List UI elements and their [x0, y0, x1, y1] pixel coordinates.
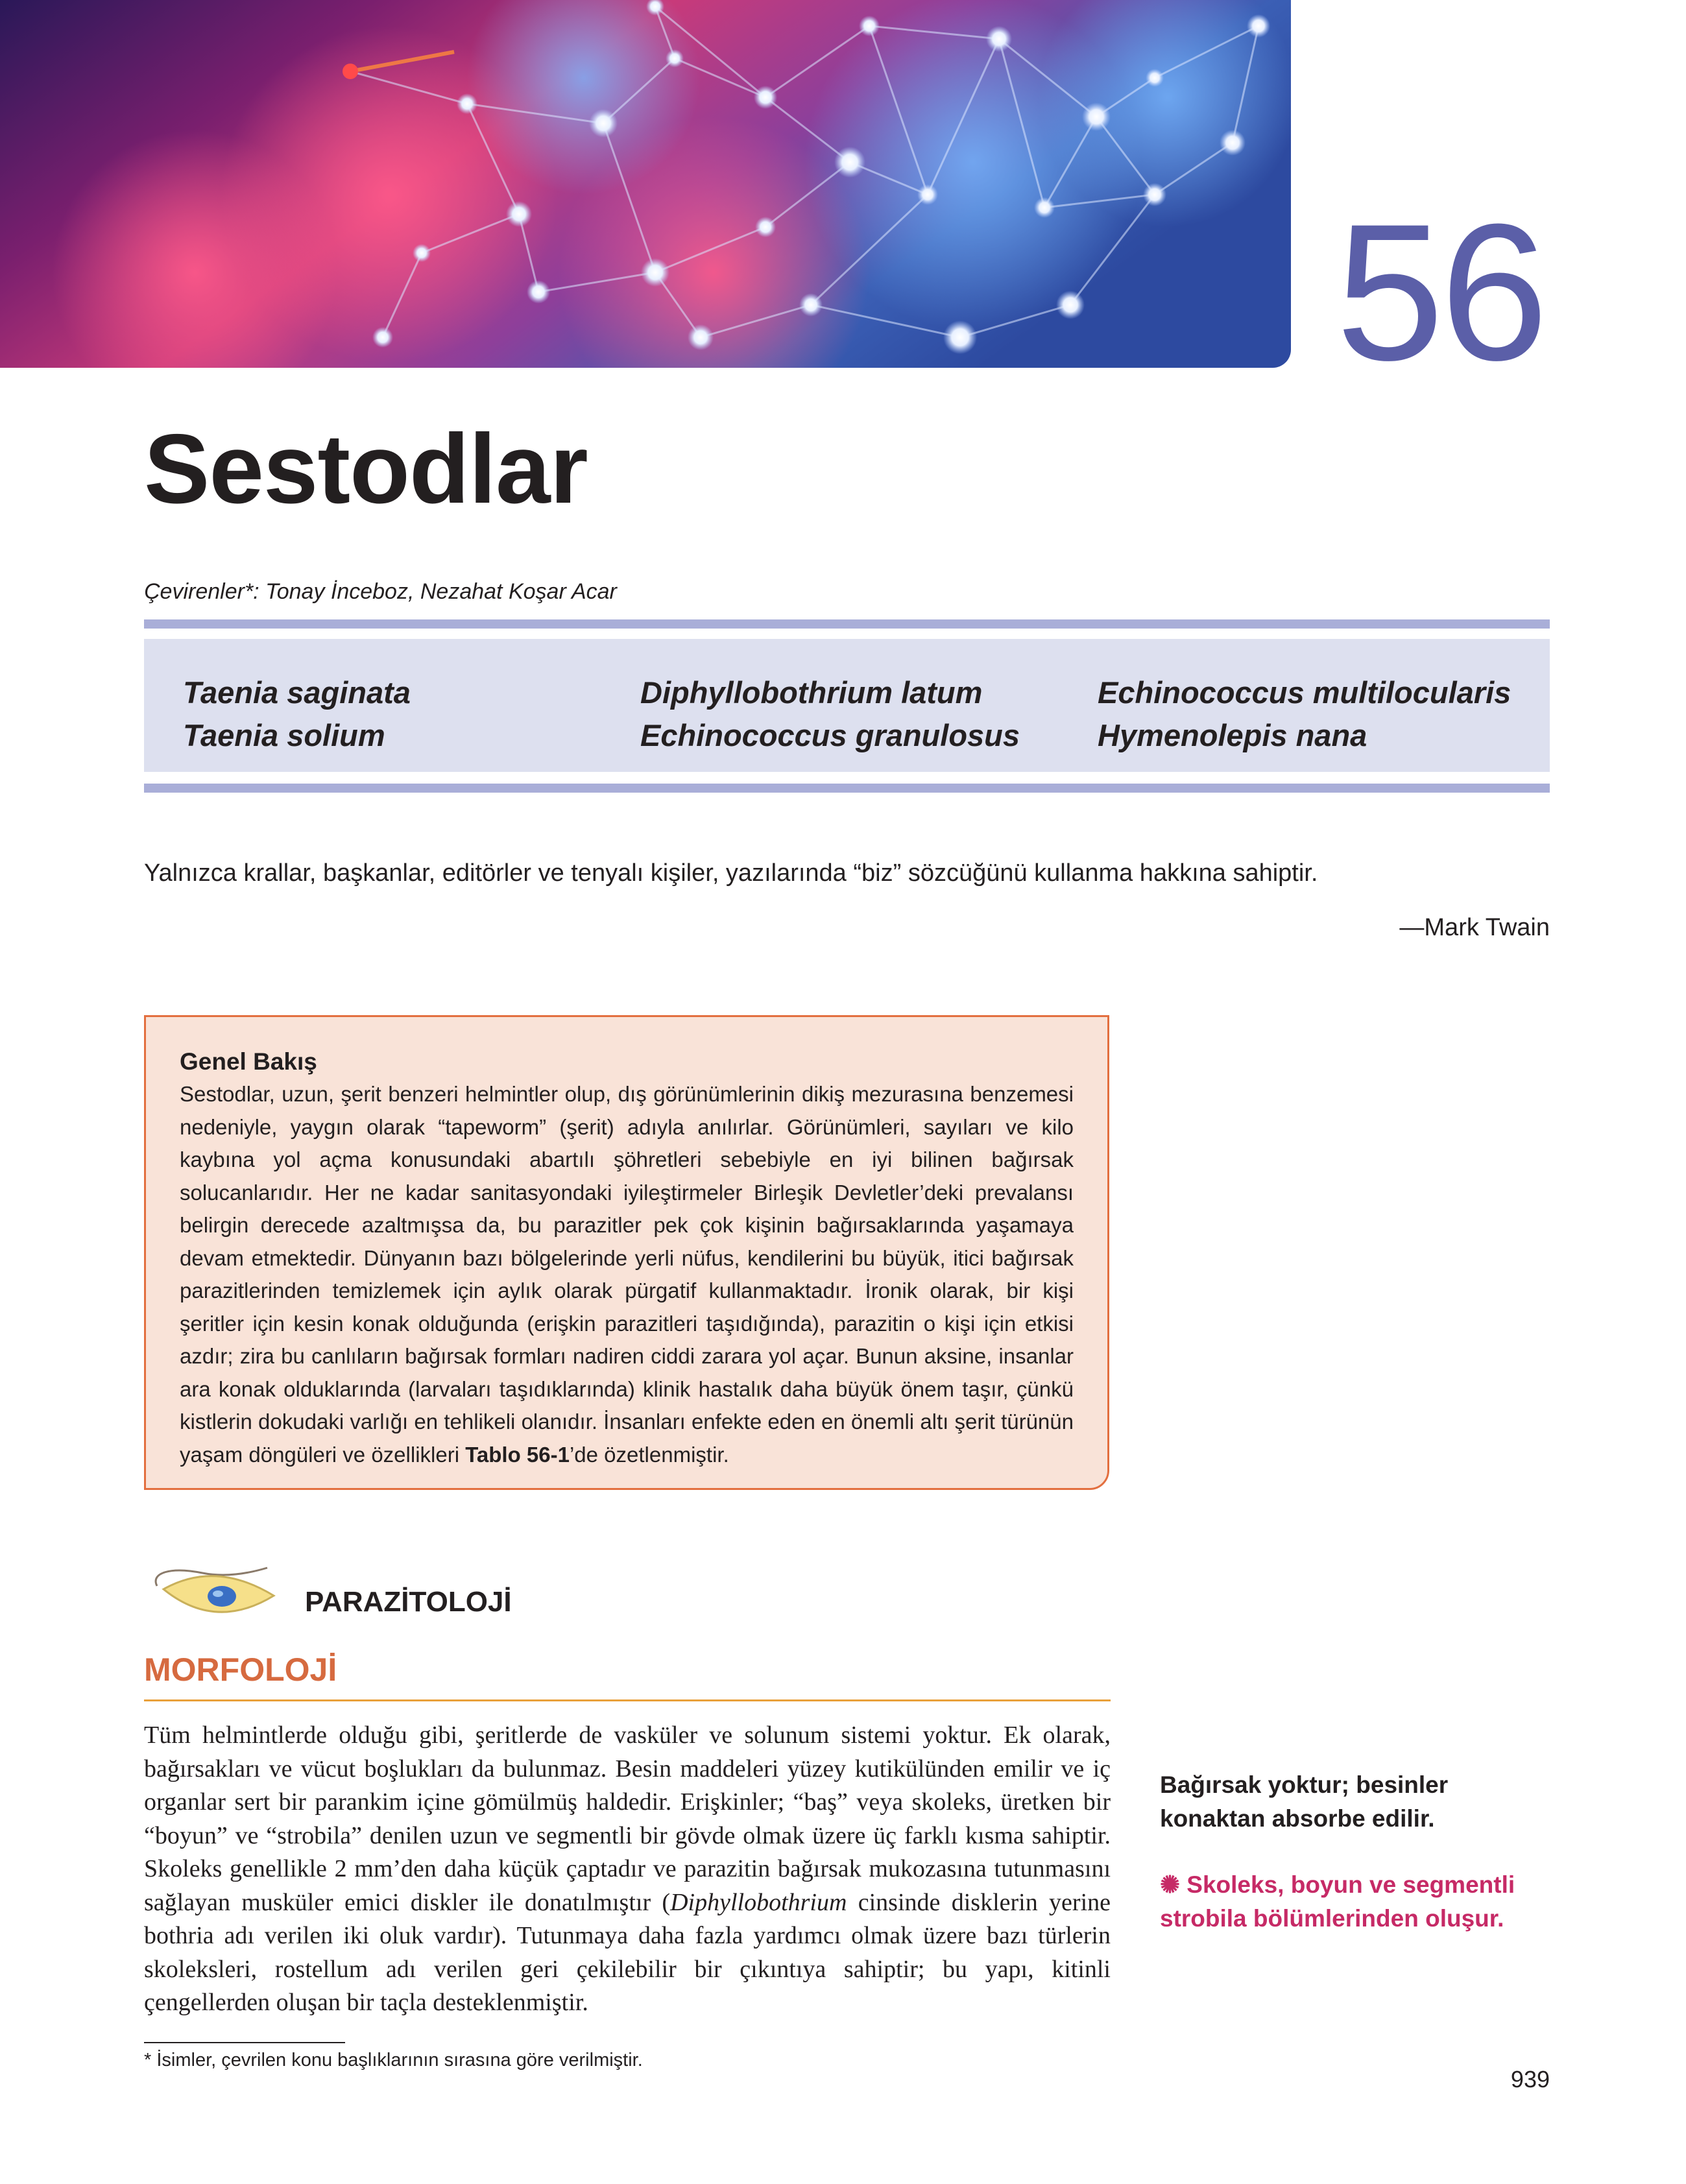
body-paragraph [144, 1719, 1111, 2020]
species-column [183, 671, 411, 757]
species-box-top-rule [144, 619, 1550, 629]
species-name: Hymenolepis nana [1098, 718, 1367, 752]
margin-note: Bağırsak yoktur; besinler konaktan absorbe edilir. [1160, 1771, 1449, 1832]
genus-name: Diphyllobothrium [670, 1888, 847, 1916]
overview-heading: Genel Bakış [180, 1048, 317, 1075]
species-column [1098, 671, 1511, 757]
species-name: Diphyllobothrium latum [640, 675, 983, 710]
page-number: 939 [1510, 2066, 1550, 2093]
parasite-icon [144, 1560, 293, 1635]
chapter-banner-image [0, 0, 1291, 368]
footnote-rule [144, 2042, 345, 2043]
subsection-heading: MORFOLOJİ [144, 1651, 337, 1688]
body-text-part: cinsinde disklerin yerine bothria adı verilen iki oluk vardır). Tutunmaya daha fazla yardımcı olmak üzere bazı türlerin skoleksleri, rostellum adı verilen geri çekilebilir bir çıkıntıya sahiptir; bu yapı, kitinli çengellerden oluşan bir taçla desteklenmiştir. [144, 1888, 1111, 2016]
epigraph-author: —Mark Twain [1399, 914, 1550, 941]
species-name: Echinococcus multilocularis [1098, 675, 1511, 710]
species-column [640, 671, 1020, 757]
sunburst-icon: ✺ [1160, 1871, 1181, 1898]
chapter-number: 56 [1336, 183, 1545, 401]
species-name: Echinococcus granulosus [640, 718, 1020, 752]
epigraph-quote: Yalnızca krallar, başkanlar, editörler ve tenyalı kişiler, yazılarında “biz” sözcüğünü kullanma hakkına sahiptir. [144, 859, 1318, 887]
footnote: * İsimler, çevrilen konu başlıklarının sırasına göre verilmiştir. [144, 2050, 643, 2070]
overview-text [180, 1078, 1074, 1471]
body-text-part: Tüm helmintlerde olduğu gibi, şeritlerde de vasküler ve solunum sistemi yoktur. Ek olarak, bağırsakları ve vücut boşlukları da bulunmaz. Besin maddeleri yüzey kutikülünden emilir ve iç organlar sert bir parankim içine gömülmüş haldedir. Erişkinler; “baş” veya skoleks, üretken bir “boyun” ve “strobila” denilen uzun ve segmentli bir gövde olmak üzere üç farklı kısma sahiptir. Skoleks genellikle 2 mm’den daha küçük çaptadır ve parazitin bağırsak mukozasına tutunmasını sağlayan musküler emici diskler ile donatılmıştır ( [144, 1722, 1111, 1916]
overview-body-end: ’de özetlenmiştir. [569, 1442, 729, 1467]
species-box [144, 639, 1550, 772]
species-name: Taenia solium [183, 718, 385, 752]
margin-note-highlight [1160, 1868, 1523, 1936]
translators-credit: Çevirenler*: Tonay İnceboz, Nezahat Koşar Acar [144, 579, 617, 604]
margin-note-text: Skoleks, boyun ve segmentli strobila bölümlerinden oluşur. [1160, 1871, 1515, 1932]
overview-body: Sestodlar, uzun, şerit benzeri helmintler olup, dış görünümlerinin dikiş mezurasına benzemesi nedeniyle, yaygın olarak “tapeworm” (şerit) adıyla anılırlar. Görünümleri, sayıları ve kilo kaybına yol açma konusundaki abartılı şöhretleri sebebiyle en iyi bilinen bağırsak solucanlarıdır. Her ne kadar sanitasyondaki iyileştirmeler Birleşik Devletler’deki prevalansı belirgin derecede azaltmışsa da, bu parazitler pek çok kişinin bağırsaklarında yaşamaya devam etmektedir. Dünyanın bazı bölgelerinde yerli nüfus, kendilerini bu büyük, itici bağırsak parazitlerinden temizlemek için aylık olarak pürgatif kullanmaktadır. İronik olarak, bir kişi şeritler için kesin konak olduğunda (erişkin parazitleri taşıdığında), parazitin o kişi için etkisi azdır; zira bu canlıların bağırsak formları nadiren ciddi zarara yol açar. Bunun aksine, insanlar ara konak olduklarında (larvaları taşıdıklarında) klinik hastalık daha büyük önem taşır, çünkü kistlerin dokudaki varlığı en tehlikeli olanıdır. İnsanları enfekte eden en önemli altı şerit türünün yaşam döngüleri ve özellikleri [180, 1082, 1074, 1467]
chapter-title: Sestodlar [144, 414, 588, 524]
overview-box [144, 1015, 1109, 1490]
subsection-rule [144, 1699, 1111, 1701]
species-box-bottom-rule [144, 784, 1550, 793]
species-name: Taenia saginata [183, 675, 411, 710]
table-reference: Tablo 56-1 [465, 1442, 570, 1467]
section-heading: PARAZİTOLOJİ [305, 1586, 512, 1618]
